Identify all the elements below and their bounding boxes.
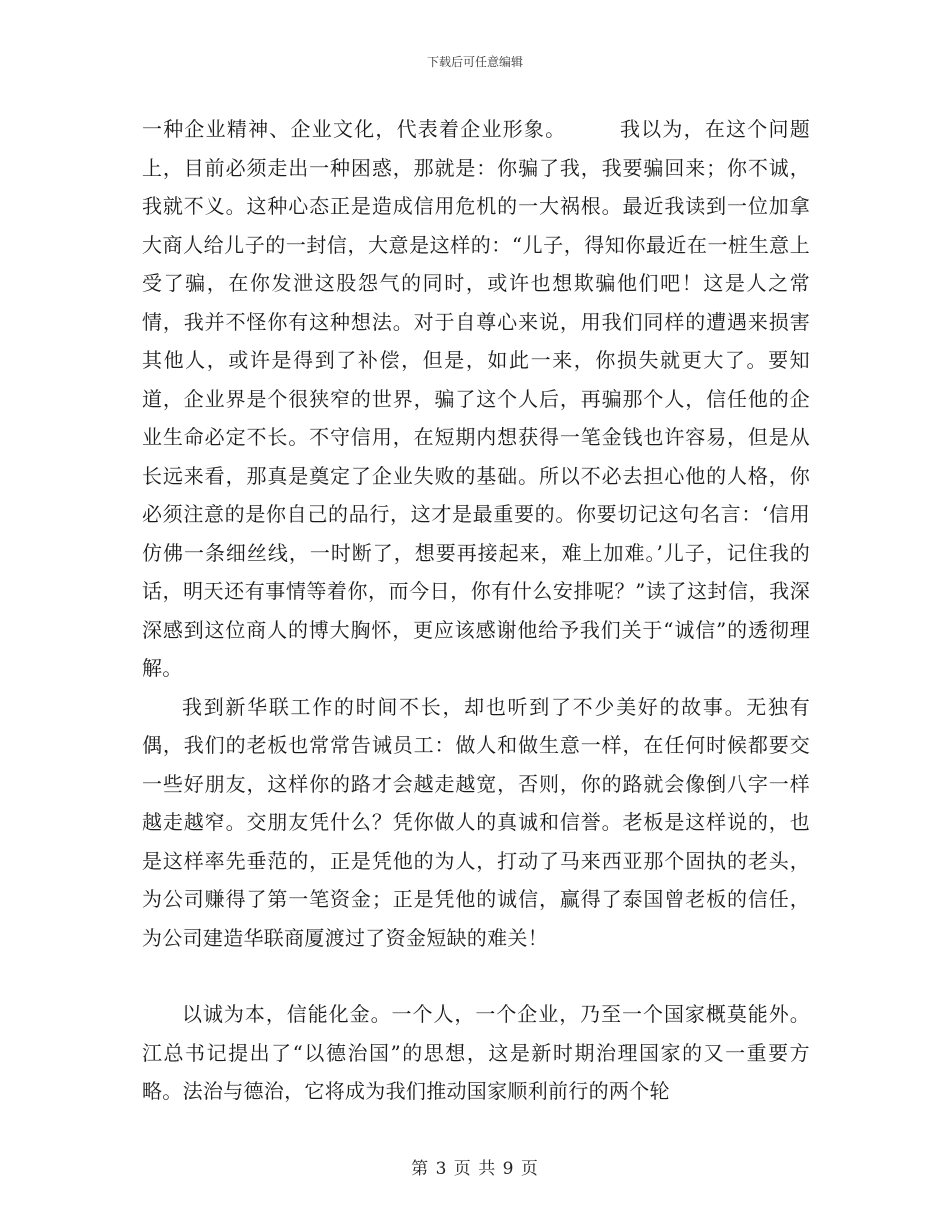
page-number-footer: 第 3 页 共 9 页 [411, 1159, 539, 1179]
page-header: 下载后可任意编辑 [426, 55, 523, 69]
paragraph-company-story: 我到新华联工作的时间不长，却也听到了不少美好的故事。无独有偶，我们的老板也常常告诫员工：做人和做生意一样，在任何时候都要交一些好朋友，这样你的路才会越走越宽，否则，你的路就会像倒八字一样越走越窄。交朋友凭什么？凭你做人的真诚和信誉。老板是这样说的，也是这样率先垂范的，正是凭他的为人，打动了马来西亚那个固执的老头，为公司赚得了第一笔资金；正是凭他的诚信，赢得了泰国曾老板的信任，为公司建造华联商厦渡过了资金短缺的难关！ [142, 694, 810, 950]
document-body [142, 110, 810, 1111]
paragraph-integrity-principle: 以诚为本，信能化金。一个人，一个企业，乃至一个国家概莫能外。江总书记提出了“以德治国”的思想，这是新时期治理国家的又一重要方略。法治与德治，它将成为我们推动国家顺利前行的两个轮 [142, 1002, 810, 1103]
paragraph-spacer [142, 957, 810, 995]
paragraph-trust-letter: 一种企业精神、企业文化，代表着企业形象。 我以为，在这个问题上，目前必须走出一种困惑，那就是：你骗了我，我要骗回来；你不诚，我就不义。这种心态正是造成信用危机的一大祸根。最近我读到一位加拿大商人给儿子的一封信，大意是这样的：“儿子，得知你最近在一桩生意上受了骗，在你发泄这股怨气的同时，或许也想欺骗他们吧！这是人之常情，我并不怪你有这种想法。对于自尊心来说，用我们同样的遭遇来损害其他人，或许是得到了补偿，但是，如此一来，你损失就更大了。要知道，企业界是个很狭窄的世界，骗了这个人后，再骗那个人，信任他的企业生命必定不长。不守信用，在短期内想获得一笔金钱也许容易，但是从长远来看，那真是奠定了企业失败的基础。所以不必去担心他的人格，你必须注意的是你自己的品行，这才是最重要的。你要切记这句名言：‘信用仿佛一条细丝线，一时断了，想要再接起来，难上加难。’儿子，记住我的话，明天还有事情等着你，而今日，你有什么安排呢？”读了这封信，我深深感到这位商人的博大胸怀，更应该感谢他给予我们关于“诚信”的透彻理解。 [142, 117, 810, 680]
